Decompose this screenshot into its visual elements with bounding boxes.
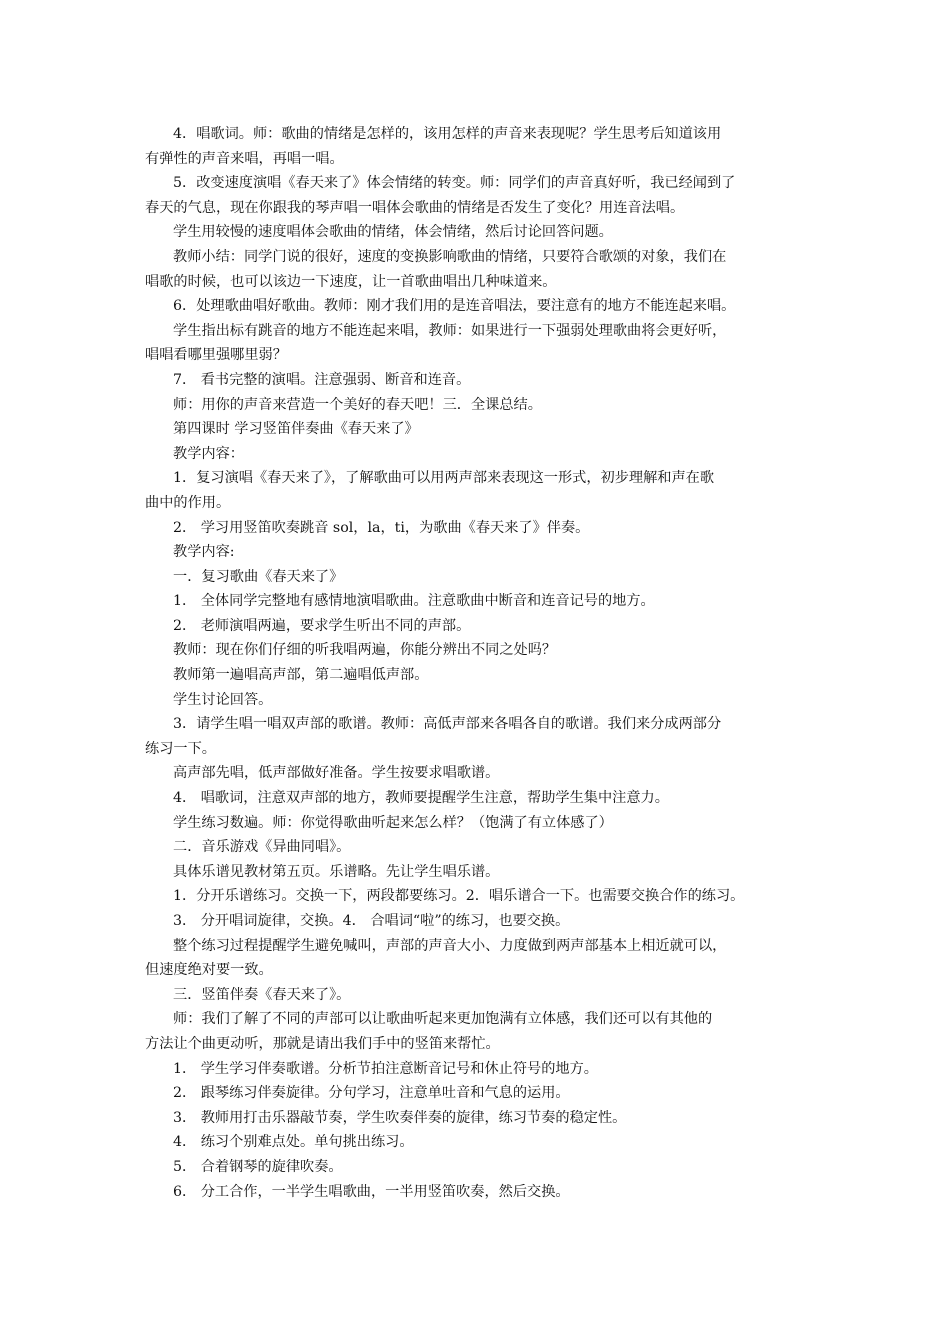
- paragraph: [145, 1081, 810, 1106]
- paragraph: [145, 1106, 810, 1131]
- text-line: 学生用较慢的速度唱体会歌曲的情绪，体会情绪，然后讨论回答问题。: [173, 224, 613, 241]
- text-line: 教学内容:: [173, 544, 235, 561]
- text-line: 但速度绝对要一致。: [145, 962, 273, 979]
- text-line: 师：用你的声音来营造一个美好的春天吧！三．全课总结。: [173, 396, 542, 413]
- paragraph: [145, 589, 810, 614]
- paragraph: [145, 934, 810, 983]
- paragraph: [145, 712, 810, 761]
- text-line: 唱唱看哪里强哪里弱？: [145, 347, 287, 364]
- paragraph: [145, 1155, 810, 1180]
- paragraph: [145, 294, 810, 319]
- paragraph: [145, 1130, 810, 1155]
- text-line: 学生练习数遍。师：你觉得歌曲听起来怎么样？（饱满了有立体感了）: [173, 814, 613, 831]
- paragraph: [145, 516, 810, 541]
- text-line: 1．分开乐谱练习。交换一下，两段都要练习。2．唱乐谱合一下。也需要交换合作的练习。: [173, 888, 745, 905]
- text-line: 1．复习演唱《春天来了》，了解歌曲可以用两声部来表现这一形式，初步理解和声在歌: [173, 470, 715, 487]
- paragraph: [145, 368, 810, 393]
- text-line: 1． 全体同学完整地有感情地演唱歌曲。注意歌曲中断音和连音记号的地方。: [173, 593, 655, 610]
- text-line: 2． 老师演唱两遍，要求学生听出不同的声部。: [173, 617, 471, 634]
- text-line: 6．处理歌曲唱好歌曲。教师：刚才我们用的是连音唱法，要注意有的地方不能连起来唱。: [173, 298, 736, 315]
- text-line: 具体乐谱见教材第五页。乐谱略。先让学生唱乐谱。: [173, 863, 500, 880]
- paragraph: [145, 466, 810, 515]
- document-body: [145, 122, 810, 1204]
- text-line: 练习一下。: [145, 740, 216, 757]
- text-line: 教师小结：同学门说的很好，速度的变换影响歌曲的情绪，只要符合歌颂的对象，我们在: [173, 248, 727, 265]
- text-line: 4． 唱歌词，注意双声部的地方，教师要提醒学生注意，帮助学生集中注意力。: [173, 790, 669, 807]
- text-line: 3．请学生唱一唱双声部的歌谱。教师：高低声部来各唱各自的歌谱。我们来分成两部分: [173, 716, 722, 733]
- text-line: 三．竖笛伴奏《春天来了》。: [173, 986, 351, 1003]
- paragraph: [145, 393, 810, 418]
- text-line: 7． 看书完整的演唱。注意强弱、断音和连音。: [173, 371, 471, 388]
- text-line: 学生指出标有跳音的地方不能连起来唱，教师：如果进行一下强弱处理歌曲将会更好听，: [173, 322, 727, 339]
- paragraph: [145, 171, 810, 220]
- text-line: 整个练习过程提醒学生避免喊叫，声部的声音大小、力度做到两声部基本上相近就可以，: [173, 937, 727, 954]
- text-line: 二．音乐游戏《异曲同唱》。: [173, 839, 351, 856]
- paragraph: [145, 663, 810, 688]
- paragraph: [145, 983, 810, 1008]
- text-line: 教学内容：: [173, 445, 244, 462]
- paragraph: [145, 442, 810, 467]
- text-line: 学生讨论回答。: [173, 691, 273, 708]
- paragraph: [145, 688, 810, 713]
- paragraph: [145, 319, 810, 368]
- text-line: 3． 分开唱词旋律，交换。4． 合唱词“啦”的练习，也要交换。: [173, 913, 570, 929]
- paragraph: [145, 1057, 810, 1082]
- paragraph: [145, 761, 810, 786]
- text-line: 2． 学习用竖笛吹奏跳音 sol，la，ti，为歌曲《春天来了》伴奏。: [173, 519, 590, 536]
- paragraph: [145, 860, 810, 885]
- text-line: 1． 学生学习伴奏歌谱。分析节拍注意断音记号和休止符号的地方。: [173, 1060, 598, 1077]
- paragraph: [145, 565, 810, 590]
- text-line: 方法让个曲更动听，那就是请出我们手中的竖笛来帮忙。: [145, 1035, 500, 1052]
- paragraph: [145, 220, 810, 245]
- text-line: 5． 合着钢琴的旋律吹奏。: [173, 1158, 343, 1175]
- text-line: 3． 教师用打击乐器敲节奏，学生吹奏伴奏的旋律，练习节奏的稳定性。: [173, 1109, 627, 1126]
- paragraph: [145, 835, 810, 860]
- text-line: 春天的气息，现在你跟我的琴声唱一唱体会歌曲的情绪是否发生了变化？用连音法唱。: [145, 199, 685, 216]
- text-line: 4．唱歌词。师：歌曲的情绪是怎样的，该用怎样的声音来表现呢？学生思考后知道该用: [173, 126, 722, 142]
- text-line: 6． 分工合作，一半学生唱歌曲，一半用竖笛吹奏，然后交换。: [173, 1183, 570, 1200]
- paragraph: [145, 909, 810, 934]
- text-line: 5．改变速度演唱《春天来了》体会情绪的转变。师：同学们的声音真好听，我已经闻到了: [173, 175, 736, 192]
- text-line: 一．复习歌曲《春天来了》: [173, 568, 344, 585]
- text-line: 教师第一遍唱高声部，第二遍唱低声部。: [173, 667, 429, 684]
- text-line: 第四课时 学习竖笛伴奏曲《春天来了》: [173, 421, 419, 438]
- paragraph: [145, 245, 810, 294]
- text-line: 教师：现在你们仔细的听我唱两遍，你能分辨出不同之处吗？: [173, 642, 557, 659]
- text-line: 高声部先唱，低声部做好准备。学生按要求唱歌谱。: [173, 765, 500, 782]
- text-line: 2． 跟琴练习伴奏旋律。分句学习，注意单吐音和气息的运用。: [173, 1085, 570, 1102]
- text-line: 师：我们了解了不同的声部可以让歌曲听起来更加饱满有立体感，我们还可以有其他的: [173, 1011, 713, 1028]
- paragraph: [145, 811, 810, 836]
- paragraph: [145, 884, 810, 909]
- paragraph: [145, 1180, 810, 1205]
- paragraph: [145, 417, 810, 442]
- text-line: 曲中的作用。: [145, 494, 231, 511]
- paragraph: [145, 614, 810, 639]
- text-line: 唱歌的时候，也可以该边一下速度，让一首歌曲唱出几种味道来。: [145, 273, 557, 290]
- paragraph: [145, 1007, 810, 1056]
- paragraph: [145, 638, 810, 663]
- text-line: 4． 练习个别难点处。单句挑出练习。: [173, 1134, 414, 1151]
- paragraph: [145, 540, 810, 565]
- paragraph: [145, 786, 810, 811]
- text-line: 有弹性的声音来唱，再唱一唱。: [145, 150, 344, 167]
- paragraph: [145, 122, 810, 171]
